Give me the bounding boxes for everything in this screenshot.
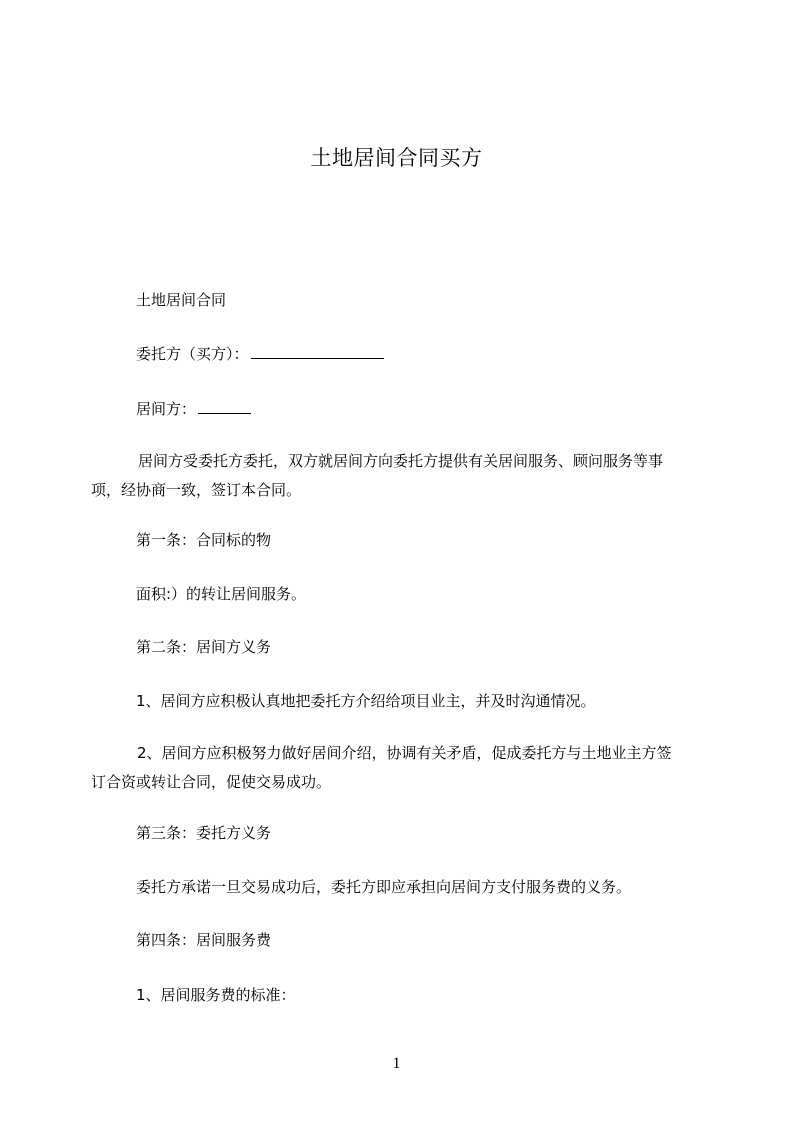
document-title: 土地居间合同买方 (310, 146, 483, 170)
article-1-heading: 第一条：合同标的物 (136, 531, 272, 549)
broker-duty-1: 1、居间方应积极认真地把委托方介绍给项目业主，并及时沟通情况。 (136, 692, 596, 710)
broker-blank (198, 398, 251, 414)
intro-line-1: 居间方受委托方委托，双方就居间方向委托方提供有关居间服务、顾问服务等事 (138, 452, 664, 470)
contract-heading: 土地居间合同 (136, 291, 227, 309)
intro-paragraph (91, 447, 711, 505)
article-4-heading: 第四条：居间服务费 (136, 931, 272, 949)
broker-label: 居间方： (136, 400, 197, 418)
area-paragraph: 面积:）的转让居间服务。 (136, 585, 307, 603)
client-duty-paragraph: 委托方承诺一旦交易成功后，委托方即应承担向居间方支付服务费的义务。 (136, 878, 632, 896)
fee-standard-paragraph: 1、居间服务费的标准： (136, 986, 296, 1004)
article-3-heading: 第三条：委托方义务 (136, 824, 272, 842)
broker-duty-2-line-2: 订合资或转让合同，促使交易成功。 (91, 773, 332, 791)
client-blank (251, 343, 384, 359)
client-line (136, 340, 384, 369)
broker-duty-2-line-1: 2、居间方应积极努力做好居间介绍，协调有关矛盾，促成委托方与土地业主方签 (137, 744, 672, 762)
broker-line (136, 395, 251, 424)
page-number: 1 (392, 1055, 401, 1072)
intro-line-2: 项，经协商一致，签订本合同。 (91, 481, 302, 499)
client-label: 委托方（买方）： (136, 345, 249, 363)
article-2-heading: 第二条：居间方义务 (136, 638, 272, 656)
broker-duty-2 (91, 739, 711, 797)
